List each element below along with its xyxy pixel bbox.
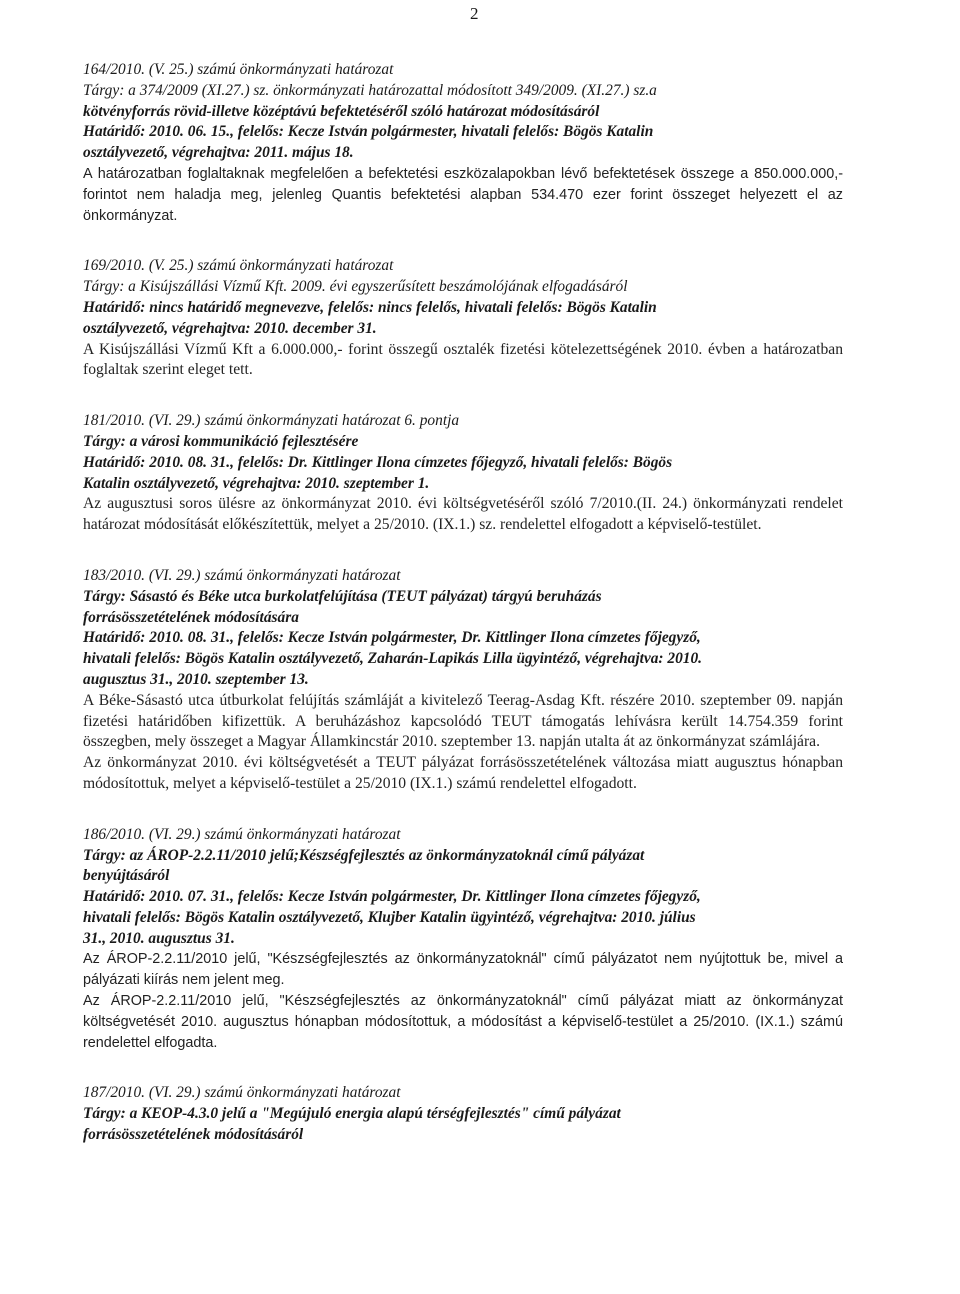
deadline-line: Katalin osztályvezető, végrehajtva: 2010. szeptember 1.	[83, 474, 430, 492]
body-paragraph: Az ÁROP-2.2.11/2010 jelű, "Készségfejlesztés az önkormányzatoknál" című pályázat miatt az önkormányzat költségvetését 2010. augusztus hónapban módosítottuk, a módosítást a képviselő-testület a 25/2010. (IX.1.) számú rendelettel elfogadta.	[83, 993, 843, 1051]
deadline-line: osztályvezető, végrehajtva: 2010. december 31.	[83, 319, 377, 337]
subject-line: Tárgy: a 374/2009 (XI.27.) sz. önkormányzati határozattal módosított 349/2009. (XI.27.) sz.a	[83, 81, 657, 99]
body-paragraph: A határozatban foglaltaknak megfelelően a befektetési eszközalapokban lévő befektetések összege a 850.000.000,- forintot nem haladja meg, jelenleg Quantis befektetési alapban 534.470 ezer forint összeget helyezett el az önkormányzat.	[83, 165, 843, 224]
deadline-line: Határidő: 2010. 06. 15., felelős: Kecze István polgármester, hivatali felelős: Bögös Katalin	[83, 123, 654, 141]
subject-line: forrásösszetételének módosításáról	[83, 1126, 304, 1144]
deadline-line: Határidő: 2010. 08. 31., felelős: Dr. Kittlinger Ilona címzetes főjegyző, hivatali felelős: Bögös	[83, 453, 673, 471]
body-paragraph: Az önkormányzat 2010. évi költségvetését a TEUT pályázat forrásösszetételének változása miatt augusztus hónapban módosítottuk, melyet a képviselő-testület a 25/2010 (IX.1.) számú rendelettel elfogadott.	[83, 754, 843, 792]
deadline-line: osztályvezető, végrehajtva: 2011. május 18.	[83, 144, 354, 162]
resolution-heading: 183/2010. (VI. 29.) számú önkormányzati határozat	[83, 566, 401, 584]
resolution-heading: 181/2010. (VI. 29.) számú önkormányzati határozat 6. pontja	[83, 412, 460, 430]
deadline-line: Határidő: 2010. 08. 31., felelős: Kecze István polgármester, Dr. Kittlinger Ilona címzetes főjegyző,	[83, 629, 701, 647]
resolution-164	[83, 60, 843, 226]
subject-line: Tárgy: a Kisújszállási Vízmű Kft. 2009. évi egyszerűsített beszámolójának elfogadásáról	[83, 278, 628, 296]
subject-line: Tárgy: az ÁROP-2.2.11/2010 jelű;Készségfejlesztés az önkormányzatoknál című pályázat	[83, 846, 645, 864]
body-paragraph: A Béke-Sásastó utca útburkolat felújítás számláját a kivitelező Teerag-Asdag Kft. részére 2010. szeptember 09. napján fizetési határidőben kifizettük. A beruházáshoz kapcsolódó TEUT támogatás lehívásra került 14.754.359 forint összegben, mely összeget a Magyar Államkincstár 2010. szeptember 13. napján utalta át az önkormányzat számlájára.	[83, 691, 843, 751]
deadline-line: hivatali felelős: Bögös Katalin osztályvezető, Klujber Katalin ügyintéző, végrehajtva: 2010. július	[83, 908, 696, 926]
resolution-183	[83, 566, 843, 795]
deadline-line: Határidő: 2010. 07. 31., felelős: Kecze István polgármester, Dr. Kittlinger Ilona címzetes főjegyző,	[83, 888, 701, 906]
resolution-186	[83, 825, 843, 1054]
body-paragraph: Az augusztusi soros ülésre az önkormányzat 2010. évi költségvetéséről szóló 7/2010.(II. 24.) önkormányzati rendelet határozat módosítását előkészítettük, melyet a 25/2010. (IX.1.) sz. rendelettel elfogadott a képviselő-testület.	[83, 495, 843, 534]
resolution-187	[83, 1083, 843, 1145]
page-content	[83, 60, 843, 1176]
resolution-181	[83, 411, 843, 536]
deadline-line: Határidő: nincs határidő megnevezve, felelős: nincs felelős, hivatali felelős: Bögös Katalin	[83, 298, 657, 316]
subject-line: kötvényforrás rövid-illetve középtávú befektetéséről szóló határozat módosításáról	[83, 102, 600, 120]
deadline-line: 31., 2010. augusztus 31.	[83, 929, 235, 947]
body-paragraph: A Kisújszállási Vízmű Kft a 6.000.000,- forint összegű osztalék fizetési kötelezettségének 2010. évben a határozatban foglaltak szerint eleget tett.	[83, 340, 843, 379]
deadline-line: augusztus 31., 2010. szeptember 13.	[83, 670, 309, 688]
deadline-line: hivatali felelős: Bögös Katalin osztályvezető, Zaharán-Lapikás Lilla ügyintéző, végrehajtva: 2010.	[83, 650, 703, 668]
subject-line: forrásösszetételének módosítására	[83, 608, 299, 626]
resolution-heading: 186/2010. (VI. 29.) számú önkormányzati határozat	[83, 825, 401, 843]
subject-line: Tárgy: a KEOP-4.3.0 jelű a "Megújuló energia alapú térségfejlesztés" című pályázat	[83, 1105, 621, 1123]
page-number: 2	[470, 4, 479, 23]
resolution-169	[83, 256, 843, 381]
body-paragraph: Az ÁROP-2.2.11/2010 jelű, "Készségfejlesztés az önkormányzatoknál" című pályázatot nem nyújtottuk be, mivel a pályázati kiírás nem jelent meg.	[83, 951, 843, 989]
resolution-heading: 169/2010. (V. 25.) számú önkormányzati határozat	[83, 257, 394, 275]
resolution-heading: 187/2010. (VI. 29.) számú önkormányzati határozat	[83, 1084, 401, 1102]
subject-line: Tárgy: a városi kommunikáció fejlesztésére	[83, 432, 359, 450]
subject-line: benyújtásáról	[83, 867, 170, 885]
subject-line: Tárgy: Sásastó és Béke utca burkolatfelújítása (TEUT pályázat) tárgyú beruházás	[83, 587, 602, 605]
resolution-heading: 164/2010. (V. 25.) számú önkormányzati határozat	[83, 61, 394, 78]
